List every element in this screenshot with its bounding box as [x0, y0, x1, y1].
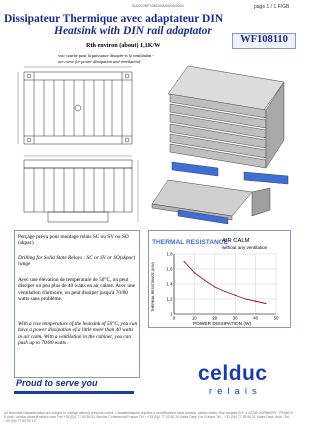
legal-footer: All technical characteristics are subject to change without previous notice. Caractéristiques sujettes à modifications sans préavis. celduc relais, Rue Ampère B.P. 4 42290 SORBIERS - FRANCE E-mail : celduc-relais@celduc.com Fax +33 (0)4 77 53 85 51 Service Commercial France Tél. : +33 (0)4 77 53 90 20 Sales Dept. For Europe Tel. : +33 (0)4 77 53 90 21 Sales Dept. Asia : Tel. +33 (0)4 77 53 90 19	[4, 411, 294, 423]
info-panel	[14, 230, 140, 378]
title-english: Heatsink with DIN rail adaptator	[54, 25, 212, 37]
data-point	[245, 298, 246, 299]
x-axis-label: POWER DISSIPATION (W)	[192, 322, 252, 327]
title-french: Dissipateur Thermique avec adaptateur DIN	[4, 13, 224, 25]
technical-drawing	[14, 64, 144, 226]
y-tick-label: 1.2	[166, 296, 173, 302]
data-point	[204, 280, 205, 281]
page-number: page 1 / 1 F/GB	[254, 4, 290, 10]
data-point	[265, 303, 266, 304]
curve-note-french: voir courbe pour la puissance dissipée et la ventilation -	[58, 53, 154, 58]
heatsink-illustration	[148, 60, 296, 226]
drilling-note-french: Perçage prévu pour montage relais SC ou SV ou SO (skpac)	[18, 234, 129, 247]
slogan-underline	[14, 391, 134, 394]
y-tick-label: 1.8	[166, 251, 173, 257]
brand-logo: celduc	[198, 362, 268, 385]
data-point	[214, 286, 215, 287]
series-label: AIR CALM	[222, 238, 250, 244]
y-tick-label: 1.4	[166, 281, 173, 287]
document-reference: S/ACC/WF108110/A/04/03/2004	[132, 4, 184, 8]
slogan: Proud to serve you	[16, 378, 98, 388]
x-tick-label: 10	[192, 315, 197, 321]
product-reference: WF108110	[240, 34, 288, 45]
thermal-resistance-chart	[148, 230, 291, 328]
y-tick-label: 1.6	[166, 266, 173, 272]
series-note: without any ventilation	[222, 245, 268, 250]
data-point	[194, 272, 195, 273]
curve-note-english: see curve for power dissipation and ventilation)	[58, 59, 141, 64]
thermal-resistance-spec: Rth environ (about) 1,1K/W	[86, 42, 161, 49]
data-point	[184, 261, 185, 262]
data-point	[235, 295, 236, 296]
data-point	[255, 301, 256, 302]
air-calm-curve	[184, 262, 266, 304]
y-tick-label: 1	[170, 311, 173, 317]
y-axis-label: THERMAL RESISTANCE (K/W)	[151, 262, 155, 312]
x-tick-label: 50	[273, 315, 279, 321]
chart-title: THERMAL RESISTANCE	[152, 239, 228, 246]
dissipation-note-french: Avec une élévation de température de 50°C, on peut dissiper un peu plus de 40 watts en air calme. Avec une ventilation d'armoire, on peut dissiper jusqu'à 70/80 watts sans problème.	[18, 277, 135, 302]
x-tick-label: 30	[232, 315, 238, 321]
drilling-note-english: Drilling for Solid State Relays : SC or SV or SO(skpac) range	[18, 255, 136, 268]
data-point	[224, 291, 225, 292]
x-tick-label: 20	[212, 315, 218, 321]
brand-subtitle: relais	[209, 386, 262, 397]
x-tick-label: 0	[172, 315, 176, 321]
dissipation-note-english: With a rise temperature of the heatsink of 50°C, you can have a power dissipation of a little more than 40 watts in air calm. With a ventilation in the cabinet, you can push up to 70/80 watts .	[18, 321, 138, 346]
x-tick-label: 40	[253, 315, 258, 321]
